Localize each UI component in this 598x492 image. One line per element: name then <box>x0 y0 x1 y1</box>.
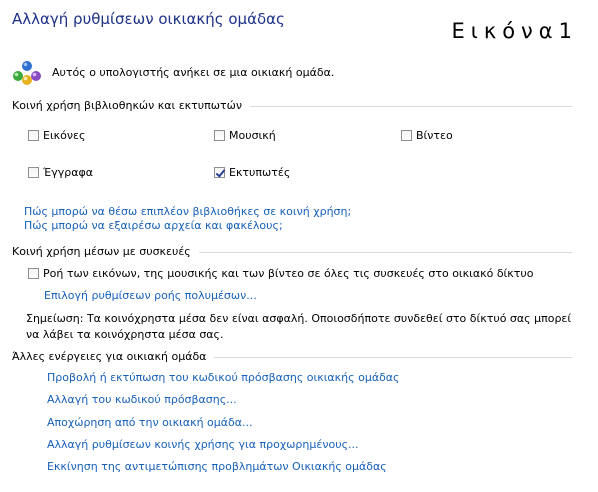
section-libraries-heading: Κοινή χρήση βιβλιοθηκών και εκτυπωτών <box>12 99 242 112</box>
checkbox-pictures[interactable] <box>28 129 85 142</box>
section-libraries <box>12 99 572 112</box>
pictures-checkbox-box[interactable] <box>28 130 39 141</box>
figure-caption: Εικόνα1 <box>451 19 578 43</box>
music-label: Μουσική <box>229 129 276 142</box>
checkbox-music[interactable] <box>214 129 276 142</box>
section-other-heading: Άλλες ενέργειες για οικιακή ομάδα <box>12 350 207 363</box>
section-other-actions <box>12 350 572 363</box>
videos-label: Βίντεο <box>416 129 453 142</box>
section-divider <box>214 357 572 358</box>
checkbox-media-streaming[interactable] <box>28 267 533 280</box>
view-print-password-link[interactable]: Προβολή ή εκτύπωση του κωδικού πρόσβασης οικιακής ομάδας <box>47 371 400 384</box>
music-checkbox-box[interactable] <box>214 130 225 141</box>
section-divider <box>199 252 572 253</box>
media-streaming-checkbox-box[interactable] <box>28 268 39 279</box>
media-streaming-options-link[interactable]: Επιλογή ρυθμίσεων ροής πολυμέσων... <box>44 289 257 302</box>
printers-label: Εκτυπωτές <box>229 166 291 179</box>
change-password-link[interactable]: Αλλαγή του κωδικού πρόσβασης... <box>47 393 237 406</box>
documents-checkbox-box[interactable] <box>28 167 39 178</box>
security-note: Σημείωση: Τα κοινόχρηστα μέσα δεν είναι ασφαλή. Οποιοσδήποτε συνδεθεί στο δίκτυό σας μπορεί να λάβει τα κοινόχρηστα μέσα σας. <box>26 312 572 341</box>
videos-checkbox-box[interactable] <box>401 130 412 141</box>
printers-checkbox-box[interactable] <box>214 167 225 178</box>
checkbox-videos[interactable] <box>401 129 453 142</box>
checkbox-documents[interactable] <box>28 166 93 179</box>
leave-homegroup-link[interactable]: Αποχώρηση από την οικιακή ομάδα... <box>47 416 253 429</box>
pictures-label: Εικόνες <box>43 129 86 142</box>
section-divider <box>250 106 572 107</box>
documents-label: Έγγραφα <box>43 166 93 179</box>
homegroup-icon <box>12 60 42 86</box>
section-media-heading: Κοινή χρήση μέσων με συσκευές <box>12 245 191 258</box>
homegroup-status-text: Αυτός ο υπολογιστής ανήκει σε μια οικιακή ομάδα. <box>52 66 335 79</box>
section-media <box>12 245 572 258</box>
share-more-libraries-link[interactable]: Πώς μπορώ να θέσω επιπλέον βιβλιοθήκες σε κοινή χρήση; <box>24 205 352 218</box>
exclude-files-link[interactable]: Πώς μπορώ να εξαιρέσω αρχεία και φακέλους; <box>24 219 283 232</box>
media-streaming-label: Ροή των εικόνων, της μουσικής και των βίντεο σε όλες τις συσκευές στο οικιακό δίκτυο <box>43 267 534 280</box>
troubleshooter-link[interactable]: Εκκίνηση της αντιμετώπισης προβλημάτων Οικιακής ομάδας <box>47 460 387 473</box>
advanced-sharing-settings-link[interactable]: Αλλαγή ρυθμίσεων κοινής χρήσης για προχωρημένους... <box>47 438 359 451</box>
checkbox-printers[interactable] <box>214 166 290 179</box>
page-title: Αλλαγή ρυθμίσεων οικιακής ομάδας <box>12 10 285 28</box>
